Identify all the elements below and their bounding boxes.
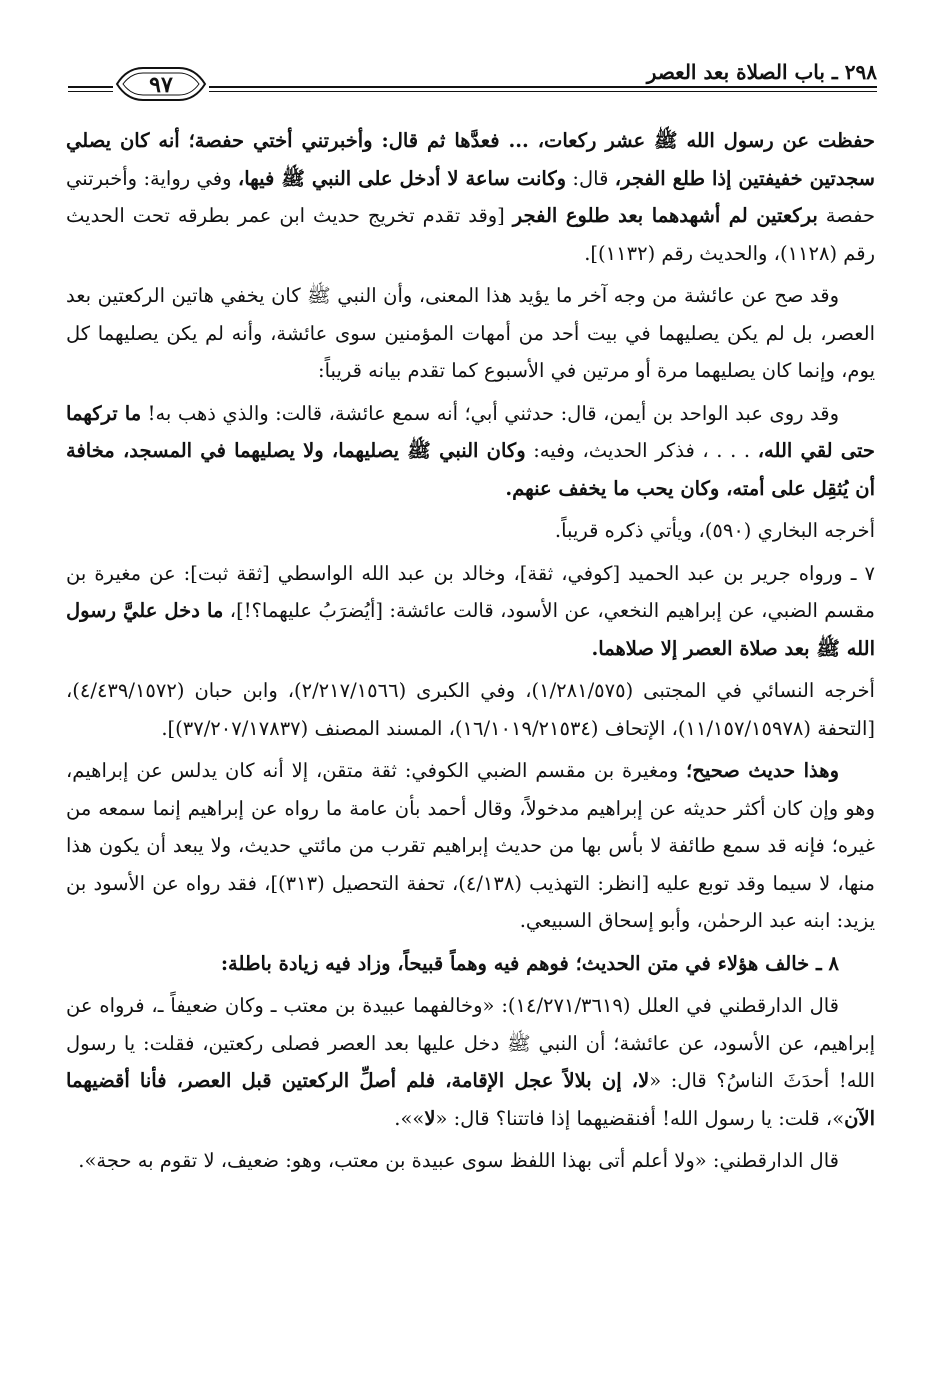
paragraph [66,672,875,747]
paragraph [66,1142,875,1180]
text-span: ٧ ـ ورواه جرير بن عبد الحميد [كوفي، ثقة]، وخالد بن عبد الله الواسطي [ثقة ثبت]: عن مغيرة بن مقسم الضبي، عن إبراهيم النخعي، عن الأسود، قالت عائشة: [أيُضرَبُ عليهما؟!]، [66,561,875,622]
paragraph [66,512,875,550]
text-span: وفي رواية: وأخبرتني حفصة [66,166,876,227]
paragraph [66,987,875,1137]
paragraph [66,555,875,668]
text-span: لا [424,1106,436,1130]
text-span: قال: [566,166,615,190]
text-span: »، قلت: يا رسول الله! أفنقضيهما إذا فاتتنا؟ قال: « [435,1106,845,1130]
text-span: وكان النبي ﷺ يصليهما، ولا يصليهما في المسجد، مخافة أن يُثقِل على أمته، وكان يحب ما يخفف عنهم. [66,439,875,500]
page-header [68,56,877,106]
text-span: وكانت ساعة لا أدخل على النبي ﷺ فيها، [237,166,567,190]
text-span: وهذا حديث صحيح؛ [686,759,839,782]
text-span: وقد صح عن عائشة من وجه آخر ما يؤيد هذا المعنى، وأن النبي ﷺ كان يخفي هاتين الركعتين بعد العصر، بل لم يكن يصليهما في بيت أحد من أمهات المؤمنين سوى عائشة، وأنه لم يكن يصليهما كل يوم، وإنما كان يصليهما مرة أو مرتين في الأسبوع كما تقدم بيانه قريباً: [66,284,875,382]
text-span: قال الدارقطني: «ولا أعلم أتى بهذا اللفظ سوى عبيدة بن معتب، وهو: ضعيف، لا تقوم به حجة». [78,1149,839,1172]
chapter-title: ٢٩٨ ـ باب الصلاة بعد العصر [646,60,877,84]
text-span: [وقد تقدم تخريج حديث ابن عمر بطرقه تحت الحديث رقم (١١٢٨)، والحديث رقم (١١٣٢)]. [66,204,875,265]
text-span: ما تركهما حتى لقي الله، [66,401,875,462]
hadith-number: ٩٧ [149,72,173,98]
text-span: أخرجه النسائي في المجتبى (١/٢٨١/٥٧٥)، وفي الكبرى (٢/٢١٧/١٥٦٦)، وابن حبان (٤/٤٣٩/١٥٧٢)، [التحفة (١١/١٥٧/١٥٩٧٨)، الإتحاف (١٦/١٠١٩/٢١٥٣٤)، المسند المصنف (٣٧/٢٠٧/١٧٨٣٧)]. [66,679,875,740]
text-span: أخرجه البخاري (٥٩٠)، ويأتي ذكره قريباً. [554,519,875,542]
text-span: ما دخل عليَّ رسول الله ﷺ بعد صلاة العصر إلا صلاهما. [66,599,875,660]
text-span: قال الدارقطني في العلل (١٤/٢٧١/٣٦١٩): «وخالفهما عبيدة بن معتب ـ وكان ضعيفاً ـ، فرواه عن إبراهيم، عن الأسود، عن عائشة؛ أن النبي ﷺ دخل عليها بعد العصر فصلى ركعتين، فقلت: يا رسول الله! أحدَثَ الناسُ؟ قال: « [66,994,875,1092]
paragraph [66,945,875,983]
hadith-number-badge [113,64,209,104]
text-span: بركعتين لم أشهدهما بعد طلوع الفجر [512,204,818,227]
text-span: حفظت عن رسول الله ﷺ عشر ركعات، ... فعدَّها ثم قال: وأخبرتني أختي حفصة؛ أنه كان يصلي سجدتين خفيفتين إذا طلع الفجر، [66,129,875,190]
text-span: . . . ، فذكر الحديث، وفيه: [525,439,758,462]
paragraph [66,752,875,940]
main-text [66,122,875,1185]
paragraph [66,395,875,508]
text-span: ومغيرة بن مقسم الضبي الكوفي: ثقة متقن، إلا أنه كان يدلس عن إبراهيم، وهو وإن كان أكثر حديثه عن إبراهيم مدخولاً، وقال أحمد بأن عامة ما رواه عن إبراهيم إنما سمعه من غيره؛ فإنه قد سمع طائفة لا بأس بها من حديث إبراهيم تقرب من مائتي حديث، ولا يبعد أن يكون هذا منها، لا سيما وقد توبع عليه [انظر: التهذيب (٤/١٣٨)، تحفة التحصيل (٣١٣)]، فقد رواه عن الأسود بن يزيد: ابنه عبد الرحمٰن، وأبو إسحاق السبيعي. [66,759,875,932]
text-span: »». [394,1106,425,1130]
text-span: ٨ ـ خالف هؤلاء في متن الحديث؛ فوهم فيه وهماً قبيحاً، وزاد فيه زيادة باطلة: [220,951,839,975]
text-span: وقد روى عبد الواحد بن أيمن، قال: حدثني أبي؛ أنه سمع عائشة، قالت: والذي ذهب به! [141,401,839,425]
paragraph [66,122,875,272]
paragraph [66,277,875,390]
text-span: لا، إن بلالاً عجل الإقامة، فلم أصلِّ الركعتين قبل العصر، فأنا أقضيهما الآن [66,1069,875,1130]
